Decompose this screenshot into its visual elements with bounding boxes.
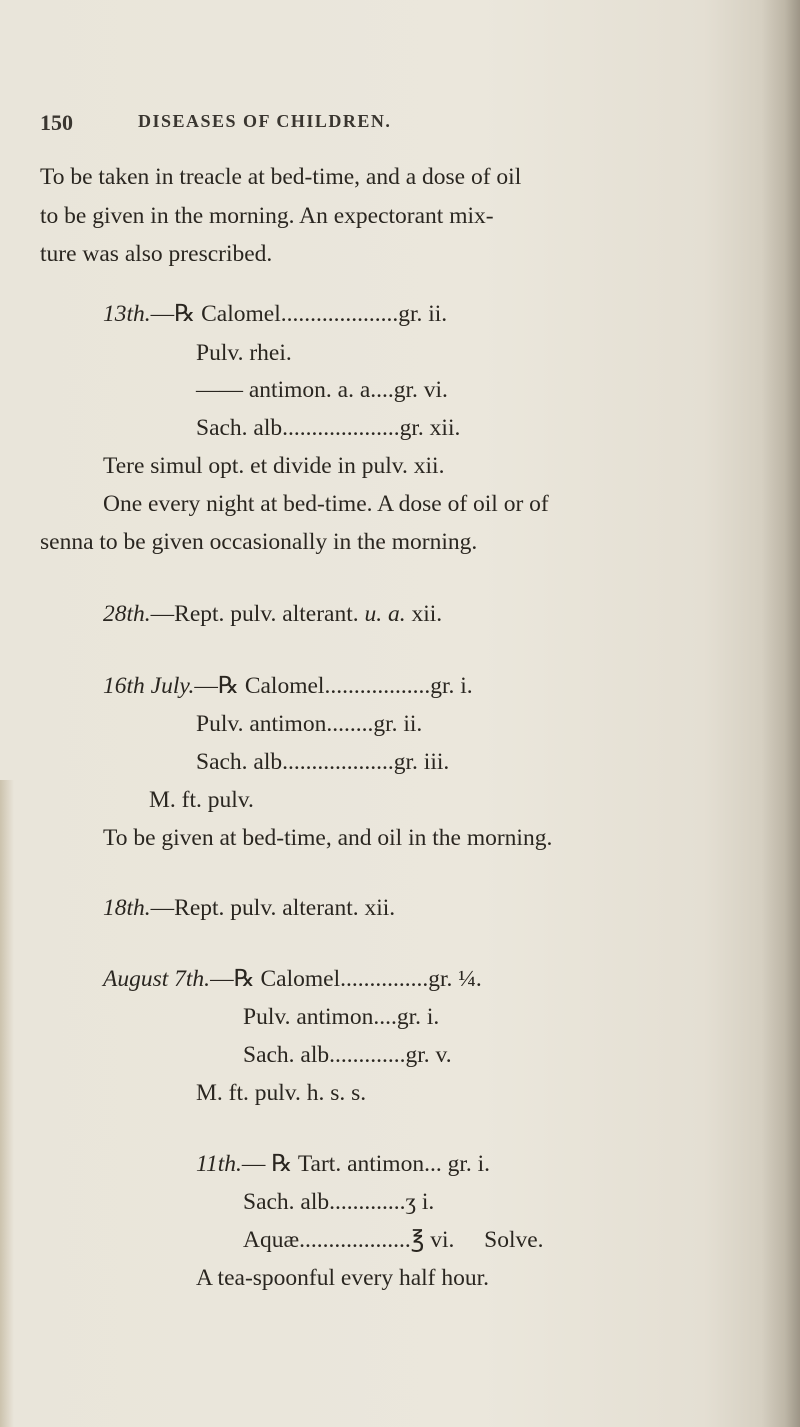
- entry-11th: [196, 1150, 490, 1178]
- entry-rx: —℞ Calomel....................gr. ii.: [150, 301, 448, 327]
- entry-rx: —℞ Calomel...............gr. ¼.: [210, 966, 482, 992]
- rx-direction: One every night at bed-time. A dose of oil or of: [103, 491, 549, 517]
- page-number: 150: [40, 110, 73, 135]
- text-line-3: ture was also prescribed.: [40, 241, 273, 267]
- entry-18th: [103, 894, 395, 922]
- rx-line: [243, 1226, 544, 1254]
- entry-date: August 7th.: [103, 966, 211, 992]
- rx-line: Pulv. rhei.: [196, 340, 292, 366]
- entry-date: 16th July.: [103, 673, 195, 699]
- rx-direction: A tea-spoonful every half hour.: [196, 1265, 490, 1291]
- entry-rx: —℞ Calomel..................gr. i.: [194, 673, 473, 699]
- entry-date: 18th.: [103, 895, 151, 921]
- rx-line: Sach. alb.............ʒ i.: [243, 1189, 435, 1215]
- rx-line: M. ft. pulv.: [149, 787, 254, 813]
- entry-rx: — ℞ Tart. antimon... gr. i.: [241, 1151, 491, 1177]
- rx-line: Sach. alb....................gr. xii.: [196, 415, 461, 441]
- rx-line: Pulv. antimon........gr. ii.: [196, 711, 423, 737]
- entry-rx: —Rept. pulv. alterant. xii.: [150, 895, 396, 921]
- rx-line: M. ft. pulv. h. s. s.: [196, 1080, 367, 1106]
- entry-rx: xii.: [405, 601, 443, 627]
- rx-line: Pulv. antimon....gr. i.: [243, 1004, 440, 1030]
- text-line-2: to be given in the morning. An expectorant mix-: [40, 203, 494, 229]
- entry-date: 28th.: [103, 601, 151, 627]
- rx-line: —— antimon. a. a....gr. vi.: [196, 377, 448, 403]
- text-line-1: To be taken in treacle at bed-time, and a dose of oil: [40, 164, 522, 190]
- entry-august-7th: [103, 965, 482, 993]
- entry-28th: [103, 600, 442, 628]
- entry-13th: [103, 300, 447, 328]
- page-edge-stain: [0, 780, 14, 1427]
- rx-ingredient: Aquæ...................℥ vi.: [243, 1227, 455, 1253]
- entry-date: 13th.: [103, 301, 151, 327]
- entry-date: 11th.: [196, 1151, 242, 1177]
- rx-direction: To be given at bed-time, and oil in the morning.: [103, 825, 553, 851]
- rx-line: Sach. alb.............gr. v.: [243, 1042, 452, 1068]
- rx-line: Sach. alb...................gr. iii.: [196, 749, 450, 775]
- entry-rx: —Rept. pulv. alterant.: [150, 601, 365, 627]
- page-edge-shadow: [762, 0, 800, 1427]
- entry-abbrev: u. a.: [364, 601, 406, 627]
- rx-direction: senna to be given occasionally in the morning.: [40, 529, 478, 555]
- rx-direction: Tere simul opt. et divide in pulv. xii.: [103, 453, 445, 479]
- running-title: DISEASES OF CHILDREN.: [138, 111, 392, 131]
- entry-16th-july: [103, 672, 473, 700]
- rx-instruction: Solve.: [484, 1227, 544, 1253]
